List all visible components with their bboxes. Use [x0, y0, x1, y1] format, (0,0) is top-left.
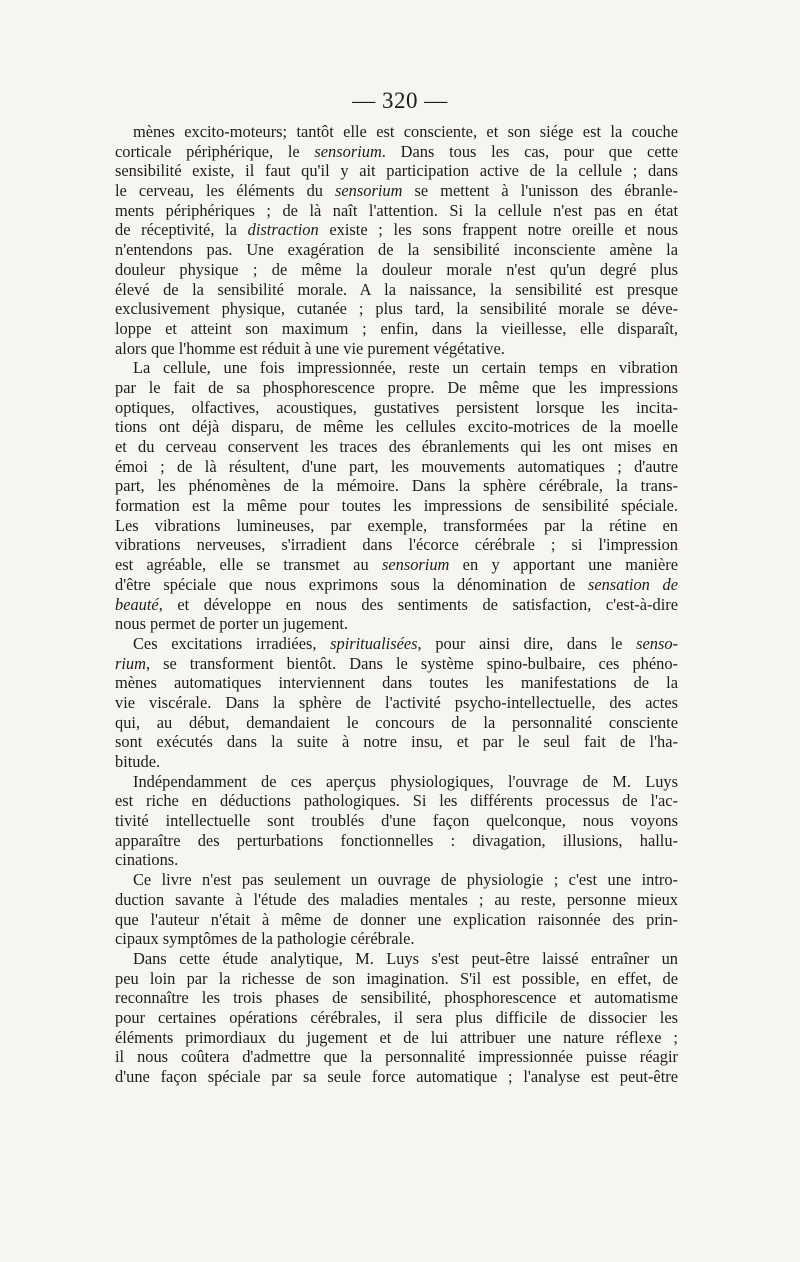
text-line: par le fait de sa phosphorescence propre. De même que les impressions [115, 377, 678, 397]
text-line: sont exécutés dans la suite à notre insu, et par le seul fait de l'ha- [115, 732, 678, 752]
text-line: n'entendons pas. Une exagération de la sensibilité inconsciente amène la [115, 240, 678, 260]
text-line: nous permet de porter un jugement. [115, 614, 349, 634]
text-line: qui, au début, demandaient le concours de la personnalité consciente [115, 712, 678, 732]
text-line: est riche en déductions pathologiques. Si les différents processus de l'ac- [115, 791, 678, 811]
text-line: apparaître des perturbations fonctionnelles : divagation, illusions, hallu- [115, 830, 678, 850]
text-line: tivité intellectuelle sont troublés d'une façon quelconque, nous voyons [115, 811, 678, 831]
text-line: rium, se transforment bientôt. Dans le système spino-bulbaire, ces phéno- [115, 653, 678, 673]
text-line: La cellule, une fois impressionnée, reste un certain temps en vibration [133, 358, 678, 378]
page-number: — 320 — [352, 88, 448, 113]
text-line: et du cerveau conservent les traces des ébranlements qui les ont mises en [115, 437, 678, 456]
text-line: formation est la même pour toutes les impressions de sensibilité spéciale. [115, 496, 678, 516]
text-line: Ce livre n'est pas seulement un ouvrage de physiologie ; c'est une intro- [133, 870, 678, 890]
text-line: cinations. [115, 850, 179, 870]
text-line: corticale périphérique, le sensorium. Dans tous les cas, pour que cette [115, 141, 678, 161]
text-line: d'une façon spéciale par sa seule force automatique ; l'analyse est peut-être [115, 1067, 678, 1086]
text-line: Ces excitations irradiées, spiritualisées, pour ainsi dire, dans le senso- [133, 633, 679, 653]
text-line: bitude. [115, 752, 161, 771]
text-line: mènes automatiques interviennent dans toutes les manifestations de la [115, 673, 678, 693]
text-line: émoi ; de là résultent, d'une part, les mouvements automatiques ; d'autre [115, 456, 678, 476]
text-line: peu loin par la richesse de son imagination. S'il est possible, en effet, de [115, 968, 678, 988]
text-line: est agréable, elle se transmet au sensorium en y apportant une manière [115, 555, 678, 575]
text-line: d'être spéciale que nous exprimons sous la dénomination de sensation de [115, 574, 678, 594]
text-line: douleur physique ; de même la douleur morale n'est qu'un degré plus [115, 259, 678, 279]
body-text [115, 122, 678, 1087]
text-line: optiques, olfactives, acoustiques, gustatives persistent lorsque les incita- [115, 397, 678, 417]
text-line: loppe et atteint son maximum ; enfin, dans la vieillesse, elle disparaît, [115, 318, 678, 338]
text-line: vibrations nerveuses, s'irradient dans l'écorce cérébrale ; si l'impression [115, 535, 678, 555]
text-line: sensibilité existe, il faut qu'il y ait participation active de la cellule ; dans [115, 161, 678, 181]
text-line: alors que l'homme est réduit à une vie purement végétative. [115, 338, 505, 358]
text-line: tions ont déjà disparu, de même les cellules excito-motrices de la moelle [115, 417, 678, 437]
text-line: Indépendamment de ces aperçus physiologiques, l'ouvrage de M. Luys [133, 771, 678, 791]
text-line: exclusivement physique, cutanée ; plus tard, la sensibilité morale se déve- [115, 299, 678, 319]
text-line: mènes excito-moteurs; tantôt elle est consciente, et son siége est la couche [133, 122, 678, 141]
text-line: part, les phénomènes de la mémoire. Dans la sphère cérébrale, la trans- [115, 476, 678, 496]
text-line: que l'auteur n'était à même de donner une explication raisonnée des prin- [115, 909, 678, 929]
text-line: cipaux symptômes de la pathologie cérébrale. [115, 929, 415, 949]
text-line: il nous coûtera d'admettre que la personnalité impressionnée puisse réagir [115, 1047, 678, 1067]
text-line: de réceptivité, la distraction existe ; les sons frappent notre oreille et nous [115, 220, 678, 240]
text-line: pour certaines opérations cérébrales, il sera plus difficile de dissocier les [115, 1007, 678, 1027]
text-line: beauté, et développe en nous des sentiments de satisfaction, c'est-à-dire [115, 594, 678, 614]
text-line: élevé de la sensibilité morale. A la naissance, la sensibilité est presque [115, 279, 678, 299]
text-line: reconnaître les trois phases de sensibilité, phosphorescence et automatisme [115, 988, 678, 1008]
text-line: duction savante à l'étude des maladies mentales ; au reste, personne mieux [115, 889, 678, 909]
text-line: le cerveau, les éléments du sensorium se mettent à l'unisson des ébranle- [115, 181, 678, 201]
text-line: ments périphériques ; de là naît l'attention. Si la cellule n'est pas en état [115, 200, 678, 220]
text-line: Dans cette étude analytique, M. Luys s'est peut-être laissé entraîner un [133, 948, 678, 968]
text-line: éléments primordiaux du jugement et de lui attribuer une nature réflexe ; [115, 1027, 678, 1047]
text-line: Les vibrations lumineuses, par exemple, transformées par la rétine en [115, 515, 678, 535]
text-line: vie viscérale. Dans la sphère de l'activité psycho-intellectuelle, des actes [115, 692, 678, 712]
